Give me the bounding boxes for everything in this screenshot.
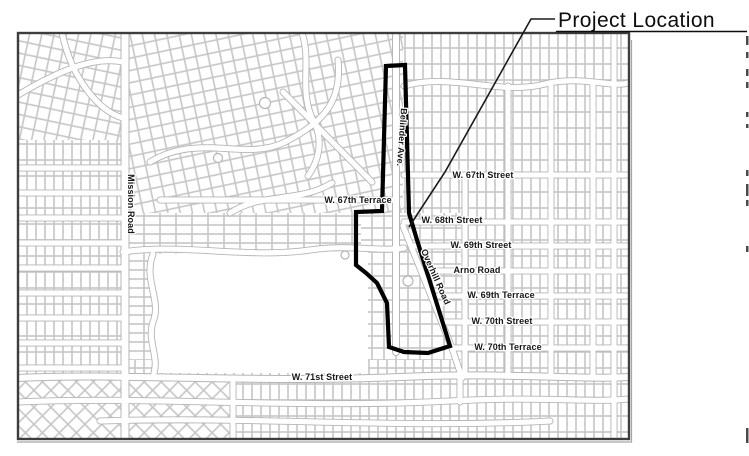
street-label-belinder-ave: Belinder Ave. <box>394 107 410 167</box>
street-label-mission-road: Mission Road <box>126 174 136 234</box>
street-label-overhill-road: Overhill Road <box>419 247 453 307</box>
street-label-arno-road: Arno Road <box>453 265 501 275</box>
project-location-title: Project Location <box>558 9 715 32</box>
street-label-w-69th-terrace: W. 69th Terrace <box>467 290 535 300</box>
street-label-w-67th-street: W. 67th Street <box>452 170 514 180</box>
park-open-space <box>152 251 368 373</box>
street-label-w-69th-street: W. 69th Street <box>450 240 512 250</box>
street-label-w-70th-terrace: W. 70th Terrace <box>474 342 542 352</box>
street-label-w-71st-street: W. 71st Street <box>291 372 353 382</box>
street-label-w-67th-terrace: W. 67th Terrace <box>324 195 392 205</box>
street-label-w-70th-street: W. 70th Street <box>471 316 533 326</box>
street-label-w-68th-street: W. 68th Street <box>421 215 483 225</box>
